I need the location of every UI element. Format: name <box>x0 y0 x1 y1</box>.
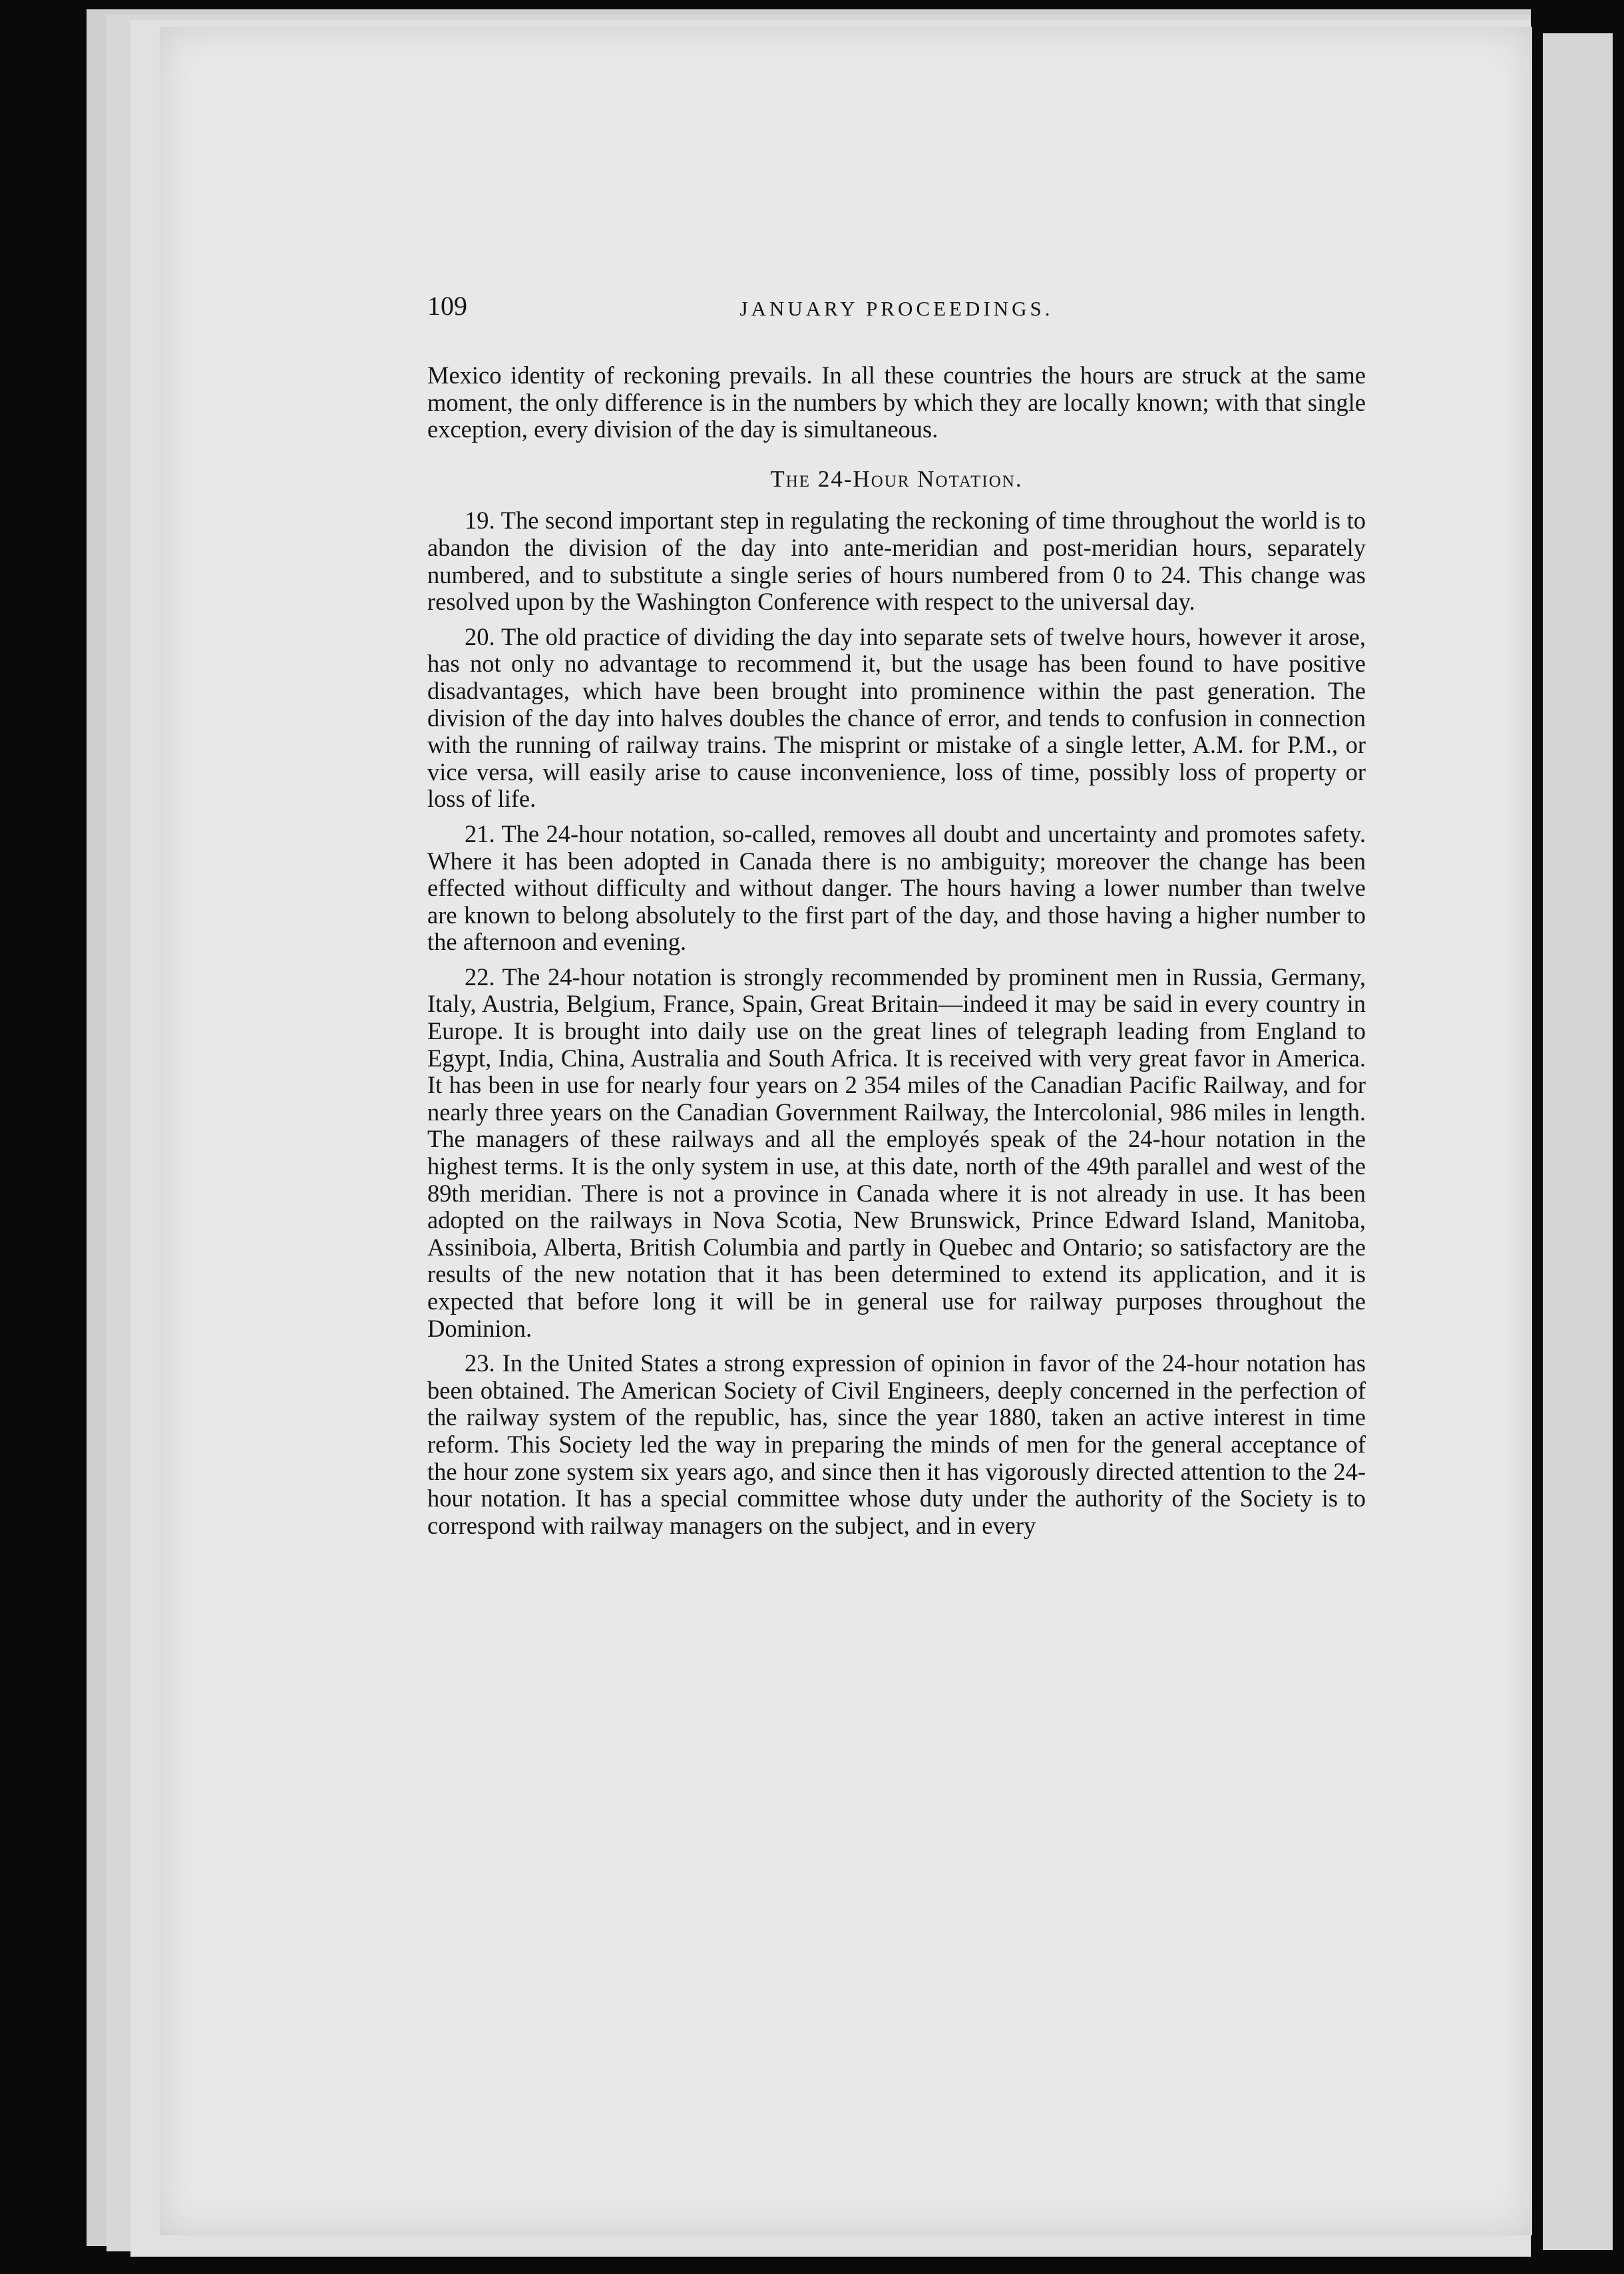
page-number: 109 <box>427 291 467 321</box>
page-header <box>427 293 1366 326</box>
adjacent-page-edge <box>1543 33 1613 2250</box>
paragraph-19: 19. The second important step in regulating the reckoning of time throughout the world is to abandon the division of the day into ante-meridian and post-meridian hours, separately numbered, and to substitute a single series of hours numbered from 0 to 24. This change was resolved upon by the Washington Conference with respect to the universal day. <box>427 507 1366 616</box>
running-head: JANUARY PROCEEDINGS. <box>739 297 1054 320</box>
page-text-block <box>427 293 1366 1539</box>
paragraph-23: 23. In the United States a strong expression of opinion in favor of the 24-hour notation has been obtained. The American Society of Civil Engineers, deeply concerned in the perfection of the railway system of the republic, has, since the year 1880, taken an active interest in time reform. This Society led the way in preparing the minds of men for the general acceptance of the hour zone system six years ago, and since then it has vigorously directed attention to the 24-hour notation. It has a special committee whose duty under the authority of the Society is to correspond with railway managers on the subject, and in every <box>427 1349 1366 1539</box>
paragraph-20: 20. The old practice of dividing the day into separate sets of twelve hours, however it arose, has not only no advantage to recommend it, but the usage has been found to have positive disadvantages, which have been brought into prominence within the past generation. The division of the day into halves doubles the chance of error, and tends to confusion in connection with the running of railway trains. The misprint or mistake of a single letter, A.M. for P.M., or vice versa, will easily arise to cause inconvenience, loss of time, possibly loss of property or loss of life. <box>427 622 1366 813</box>
paragraph-21: 21. The 24-hour notation, so-called, removes all doubt and uncertainty and promotes safety. Where it has been adopted in Canada there is no ambiguity; moreover the change has been effected without difficulty and without danger. The hours having a lower number than twelve are known to belong absolutely to the first part of the day, and those having a higher number to the afternoon and evening. <box>427 819 1366 956</box>
section-heading: The 24-Hour Notation. <box>770 465 1023 492</box>
intro-paragraph: Mexico identity of reckoning prevails. In all these countries the hours are struck at the same moment, the only difference is in the numbers by which they are locally known; with that single exception, every division of the day is simultaneous. <box>427 361 1366 443</box>
paragraph-22: 22. The 24-hour notation is strongly recommended by prominent men in Russia, Germany, Italy, Austria, Belgium, France, Spain, Great Britain—indeed it may be said in every country in Europe. It is brought into daily use on the great lines of telegraph leading from England to Egypt, India, China, Australia and South Africa. It is received with very great favor in America. It has been in use for nearly four years on 2 354 miles of the Canadian Pacific Railway, and for nearly three years on the Canadian Government Railway, the Intercolonial, 986 miles in length. The managers of these railways and all the employés speak of the 24-hour notation in the highest terms. It is the only system in use, at this date, north of the 49th parallel and west of the 89th meridian. There is not a province in Canada where it is not already in use. It has been adopted on the railways in Nova Scotia, New Brunswick, Prince Edward Island, Manitoba, Assiniboia, Alberta, British Columbia and partly in Quebec and Ontario; so satisfactory are the results of the new notation that it has been determined to extend its application, and it is expected that before long it will be in general use for railway purposes throughout the Dominion. <box>427 963 1366 1342</box>
